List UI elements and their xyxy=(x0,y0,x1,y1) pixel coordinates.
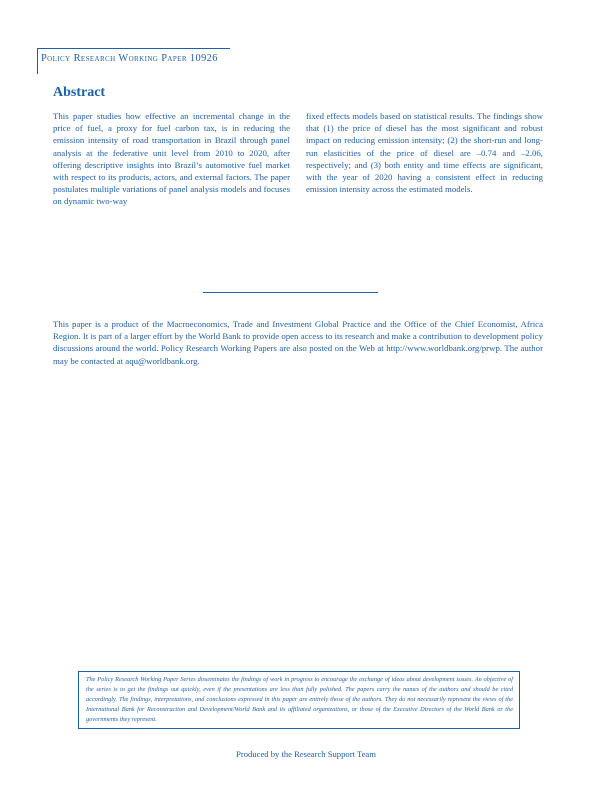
abstract-column-right: fixed effects models based on statistical results. The findings show that (1) the price of diesel has the most significant and robust impact on reducing emission intensity; (2) the short-run and long-run elasticities of the price of diesel are –0.74 and –2.06, respectively; and (3) both entity and time effects are significant, with the year of 2020 having a consistent effect in reducing emission intensity across the estimated models. xyxy=(306,111,543,195)
abstract-heading: Abstract xyxy=(53,85,106,100)
product-note: This paper is a product of the Macroeconomics, Trade and Investment Global Practice and the Office of the Chief Economist, Africa Region. It is part of a larger effort by the World Bank to provide open access to its research and make a contribution to development policy discussions around the world. Policy Research Working Papers are also posted on the Web at http://www.worldbank.org/prwp. The author may be contacted at aqu@worldbank.org. xyxy=(53,319,543,366)
disclaimer-text: The Policy Research Working Paper Series disseminates the findings of work in progress to encourage the exchange of ideas about development issues. An objective of the series is to get the findings out quickly, even if the presentations are less than fully polished. The papers carry the names of the authors and should be cited accordingly. The findings, interpretations, and conclusions expressed in this paper are entirely those of the authors. They do not necessarily represent the views of the International Bank for Reconstruction and Development/World Bank and its affiliated organizations, or those of the Executive Directors of the World Bank or the governments they represent. xyxy=(86,676,513,724)
disclaimer-box xyxy=(78,671,520,729)
series-bracket-horizontal xyxy=(37,48,230,49)
series-bracket-vertical xyxy=(37,48,38,74)
series-title: Policy Research Working Paper 10926 xyxy=(41,53,218,64)
produced-by-footer: Produced by the Research Support Team xyxy=(236,749,376,759)
abstract-column-left: This paper studies how effective an incremental change in the price of fuel, a proxy for fuel carbon tax, is in reducing the emission intensity of road transportation in Brazil through panel analysis at the federative unit level from 2010 to 2020, after offering descriptive insights into Brazil’s automotive fuel market with respect to its products, actors, and external factors. The paper postulates multiple variations of panel analysis models and focuses on dynamic two-way xyxy=(53,111,290,207)
section-divider xyxy=(203,292,378,293)
